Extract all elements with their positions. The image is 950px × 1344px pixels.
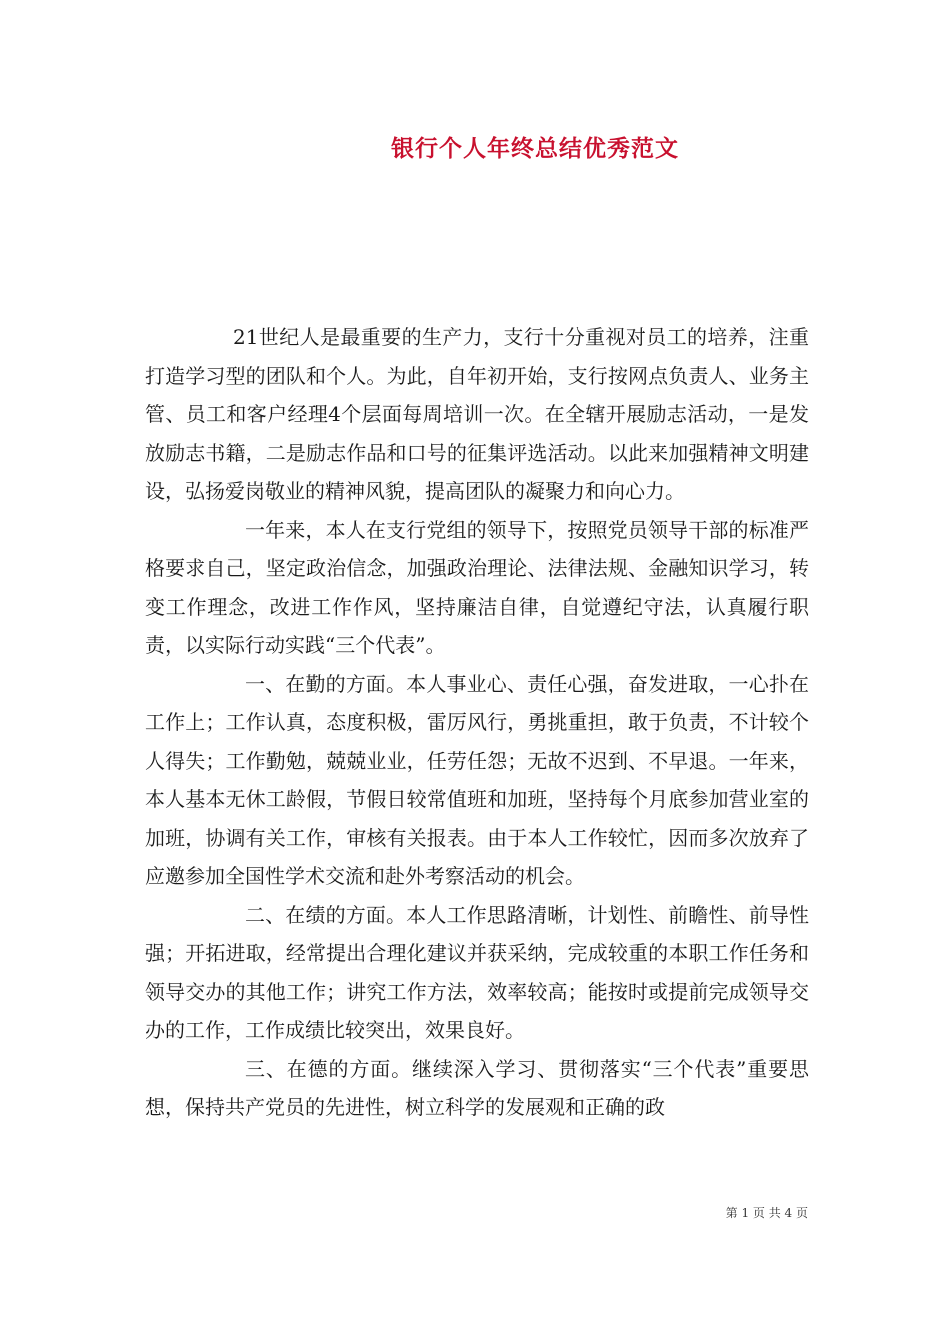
page-indicator: 第 1 页 共 4 页: [725, 1206, 808, 1220]
paragraph-3: 一、在勤的方面。本人事业心、责任心强，奋发进取，一心扑在工作上；工作认真，态度积极，雷厉风行，勇挑重担，敢于负责，不计较个人得失；工作勤勉，兢兢业业，任劳任怨；无故不迟到、不早退。一年来，本人基本无休工龄假，节假日较常值班和加班，坚持每个月底参加营业室的加班，协调有关工作，审核有关报表。由于本人工作较忙，因而多次放弃了应邀参加全国性学术交流和赴外考察活动的机会。: [145, 671, 809, 888]
paragraph-2: 一年来，本人在支行党组的领导下，按照党员领导干部的标准严格要求自己，坚定政治信念，加强政治理论、法律法规、金融知识学习，转变工作理念，改进工作作风，坚持廉洁自律，自觉遵纪守法，认真履行职责，以实际行动实践“三个代表”。: [145, 517, 809, 657]
paragraph-5: 三、在德的方面。继续深入学习、贯彻落实“三个代表”重要思想，保持共产党员的先进性，树立科学的发展观和正确的政: [145, 1056, 809, 1119]
paragraph-4: 二、在绩的方面。本人工作思路清晰，计划性、前瞻性、前导性强；开拓进取，经常提出合理化建议并获采纳，完成较重的本职工作任务和领导交办的其他工作；讲究工作方法，效率较高；能按时或提前完成领导交办的工作，工作成绩比较突出，效果良好。: [145, 902, 809, 1042]
document-body: [145, 318, 809, 1127]
document-title: 银行个人年终总结优秀范文: [391, 135, 679, 162]
paragraph-1: 21世纪人是最重要的生产力，支行十分重视对员工的培养，注重打造学习型的团队和个人。为此，自年初开始，支行按网点负责人、业务主管、员工和客户经理4个层面每周培训一次。在全辖开展励志活动，一是发放励志书籍，二是励志作品和口号的征集评选活动。以此来加强精神文明建设，弘扬爱岗敬业的精神风貌，提高团队的凝聚力和向心力。: [145, 325, 809, 503]
